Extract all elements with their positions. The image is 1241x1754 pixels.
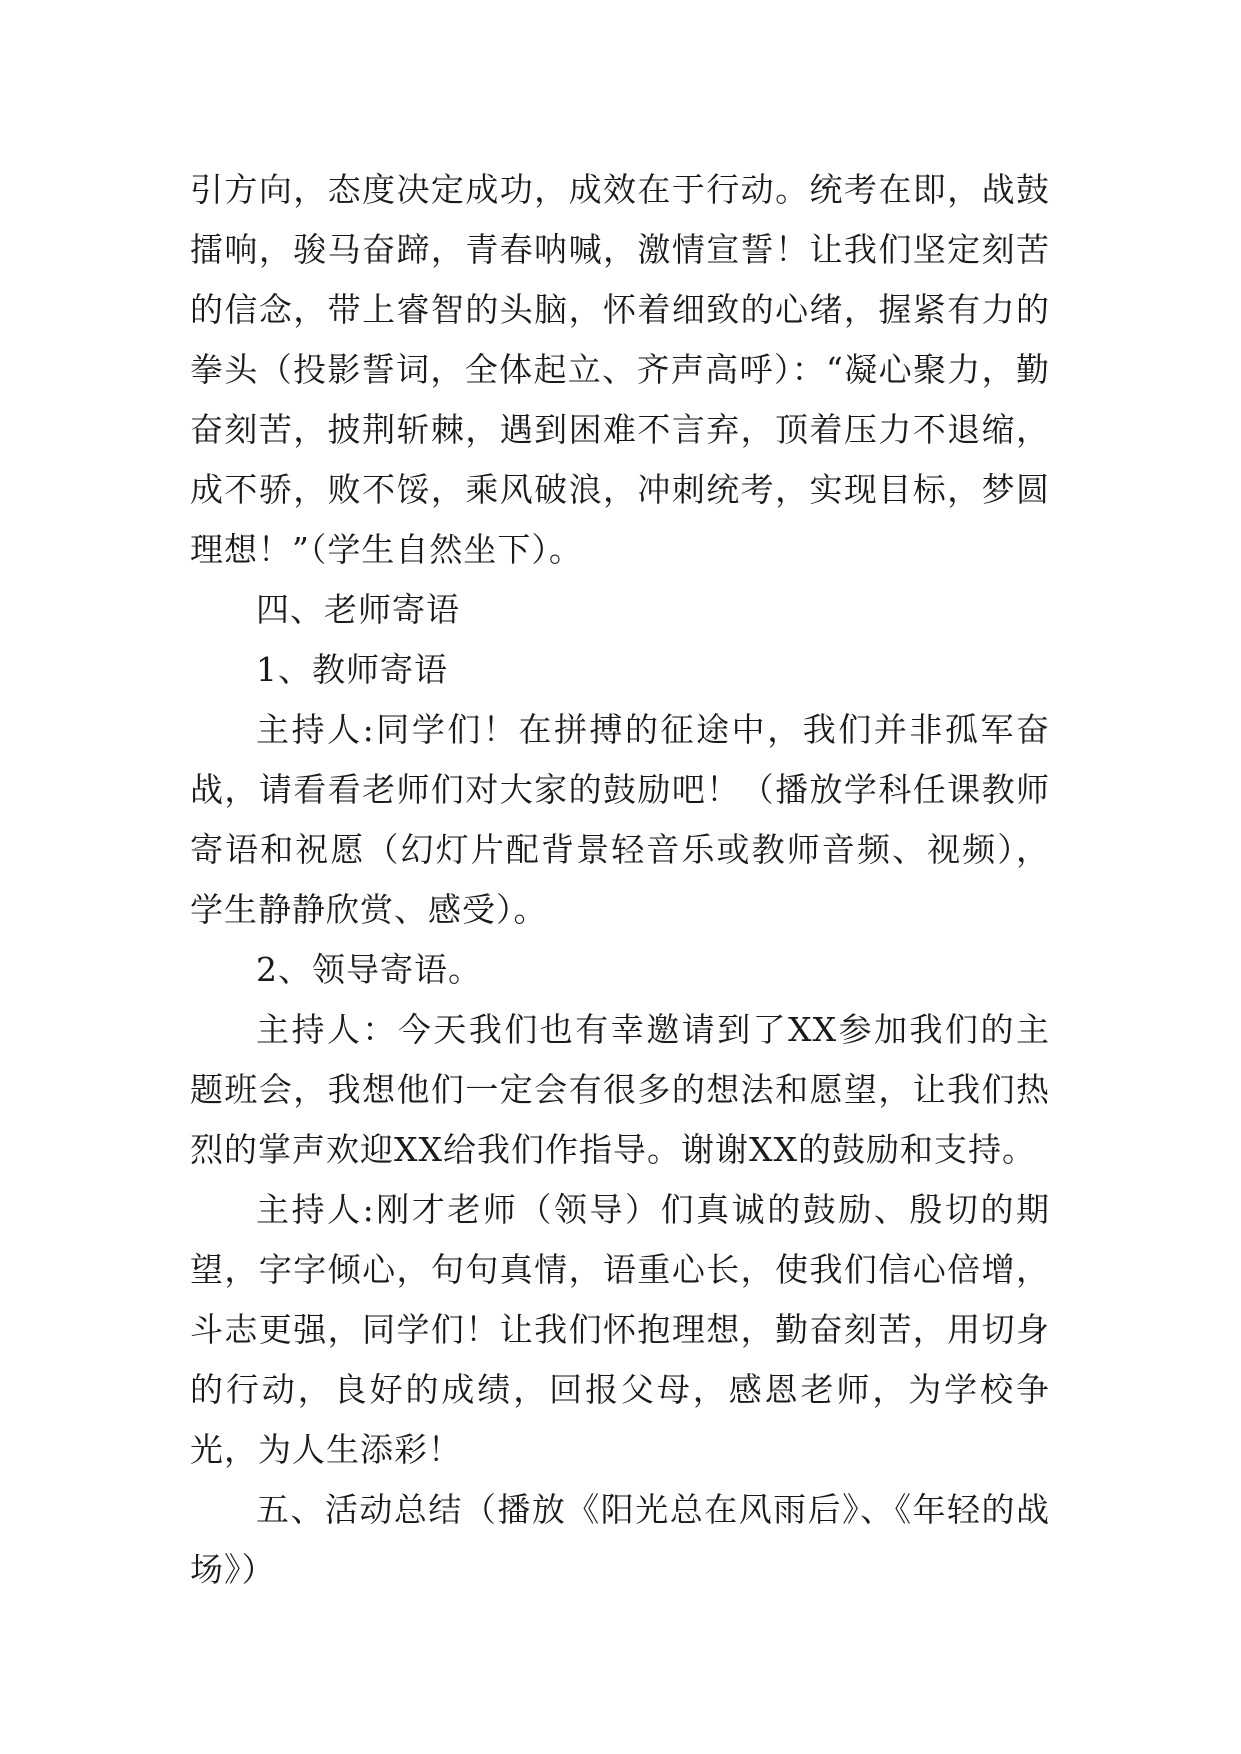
paragraph-oath: 引方向，态度决定成功，成效在于行动。统考在即，战鼓擂响，骏马奋蹄，青春呐喊，激情宣誓！让我们坚定刻苦的信念，带上睿智的头脑，怀着细致的心绪，握紧有力的拳头（投影誓词，全体起立、齐声高呼）：“凝心聚力，勤奋刻苦，披荆斩棘，遇到困难不言弃，顶着压力不退缩，成不骄，败不馁，乘风破浪，冲刺统考，实现目标，梦圆理想！”（学生自然坐下）。 (190, 170, 1050, 569)
section-heading-teacher-messages: 四、老师寄语 (256, 590, 460, 629)
paragraph-host-closing: 主持人:刚才老师（领导）们真诚的鼓励、殷切的期望，字字倾心，句句真情，语重心长，使我们信心倍增，斗志更强，同学们！让我们怀抱理想，勤奋刻苦，用切身的行动，良好的成绩，回报父母，感恩老师，为学校争光，为人生添彩！ (190, 1190, 1050, 1469)
paragraph-host-teachers: 主持人:同学们！在拼搏的征途中，我们并非孤军奋战，请看看老师们对大家的鼓励吧！（播放学科任课教师寄语和祝愿（幻灯片配背景轻音乐或教师音频、视频），学生静静欣赏、感受）。 (190, 710, 1050, 929)
section-heading-summary: 五、活动总结（播放《阳光总在风雨后》、《年轻的战场》） (190, 1490, 1050, 1589)
subheading-leader-message: 2、领导寄语。 (256, 950, 482, 989)
paragraph-host-leaders: 主持人：今天我们也有幸邀请到了XX参加我们的主题班会，我想他们一定会有很多的想法和愿望，让我们热烈的掌声欢迎XX给我们作指导。谢谢XX的鼓励和支持。 (190, 1010, 1050, 1169)
document-body (190, 160, 1050, 1600)
subheading-teacher-message: 1、教师寄语 (256, 650, 448, 689)
